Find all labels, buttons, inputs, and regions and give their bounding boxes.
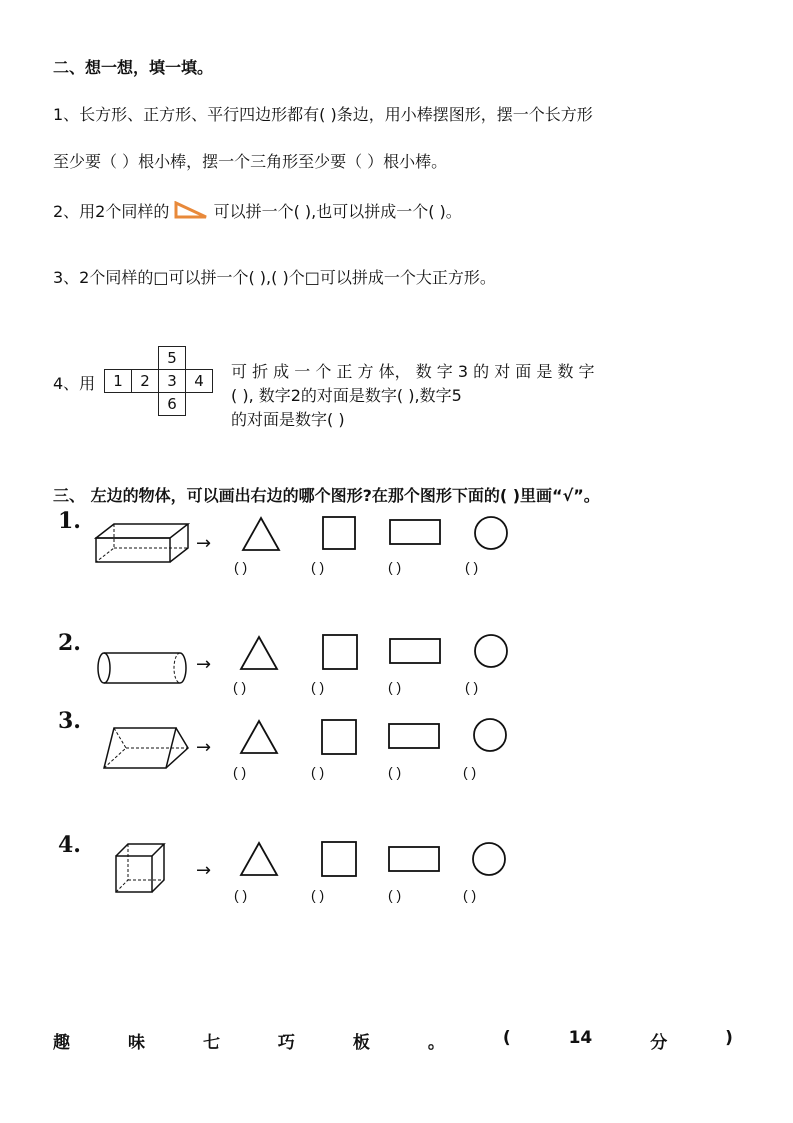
section2-heading: 二、想一想，填一填。 (53, 58, 214, 77)
item2-number: 2. (58, 630, 81, 656)
circle-shape (472, 632, 510, 670)
question3: 3、2个同样的□可以拼一个( ),( )个□可以拼成一个大正方形。 (53, 268, 496, 287)
heading-char: ( (502, 1028, 511, 1048)
answer-paren[interactable]: ( ) (465, 679, 479, 695)
triangle-shape (238, 718, 280, 756)
square-shape (321, 515, 357, 551)
triangle-shape (238, 840, 280, 878)
net-cell: 1 (105, 370, 132, 393)
item1-number: 1. (58, 508, 81, 534)
question1-line2: 至少要（ ）根小棒，摆一个三角形至少要（ ）根小棒。 (53, 152, 448, 171)
answer-paren[interactable]: ( ) (233, 679, 247, 695)
cylinder-object (96, 650, 188, 686)
heading-char: 14 (568, 1028, 593, 1048)
rectangle-shape (387, 722, 441, 750)
net-cell: 2 (132, 370, 159, 393)
answer-paren[interactable]: ( ) (311, 887, 325, 903)
item4-number: 4. (58, 832, 81, 858)
circle-shape (472, 514, 510, 552)
question4-prefix: 4、用 (53, 374, 96, 393)
arrow-icon: → (196, 737, 212, 758)
heading-char: 味 (127, 1033, 145, 1053)
heading-char: 分 (650, 1033, 668, 1053)
circle-shape (470, 840, 508, 878)
question2 (53, 201, 462, 222)
square-shape (321, 633, 359, 671)
net-cell: 3 (159, 370, 186, 393)
arrow-icon: → (196, 654, 212, 675)
triangular-prism-object (100, 722, 192, 772)
triangle-shape (240, 515, 282, 553)
heading-char: 趣 (53, 1033, 70, 1053)
answer-paren[interactable]: ( ) (388, 764, 402, 780)
heading-char: 巧 (277, 1033, 295, 1053)
answer-paren[interactable]: ( ) (311, 679, 325, 695)
question4-line2: ( ), 数字2的对面是数字( ),数字5 (231, 386, 462, 405)
rectangle-shape (388, 637, 442, 665)
net-cell: 4 (186, 370, 213, 393)
cube-object (112, 842, 168, 896)
answer-paren[interactable]: ( ) (463, 764, 477, 780)
answer-paren[interactable]: ( ) (234, 559, 248, 575)
item3-number: 3. (58, 708, 81, 734)
tangram-heading (53, 1028, 733, 1053)
rectangle-shape (387, 845, 441, 873)
square-shape (320, 718, 358, 756)
question2-prefix: 2、用2个同样的 (53, 202, 170, 221)
section3-heading: 三、 左边的物体，可以画出右边的哪个图形?在那个图形下面的( )里画“√”。 (53, 486, 600, 505)
question4-line3: 的对面是数字( ) (231, 410, 345, 429)
right-triangle-icon (174, 201, 208, 219)
cuboid-object (94, 520, 190, 566)
circle-shape (471, 716, 509, 754)
answer-paren[interactable]: ( ) (465, 559, 479, 575)
answer-paren[interactable]: ( ) (311, 764, 325, 780)
heading-char: 。 (427, 1033, 445, 1053)
question1-line1: 1、长方形、正方形、平行四边形都有( )条边，用小棒摆图形，摆一个长方形 (53, 105, 593, 124)
net-cell-bottom: 6 (159, 393, 186, 416)
arrow-icon: → (196, 860, 212, 881)
answer-paren[interactable]: ( ) (233, 764, 247, 780)
square-shape (320, 840, 358, 878)
answer-paren[interactable]: ( ) (388, 559, 402, 575)
cube-net (104, 346, 213, 416)
answer-paren[interactable]: ( ) (311, 559, 325, 575)
net-cell-top: 5 (159, 347, 186, 370)
heading-char: 七 (202, 1033, 220, 1053)
question4-line1: 可 折 成 一 个 正 方 体， 数 字 3 的 对 面 是 数 字 (231, 362, 595, 381)
answer-paren[interactable]: ( ) (463, 887, 477, 903)
triangle-shape (238, 634, 280, 672)
rectangle-shape (388, 518, 442, 546)
heading-char: ) (725, 1028, 733, 1048)
question2-suffix: 可以拼一个( ),也可以拼成一个( )。 (213, 202, 462, 221)
arrow-icon: → (196, 533, 212, 554)
answer-paren[interactable]: ( ) (388, 679, 402, 695)
heading-char: 板 (352, 1033, 370, 1053)
answer-paren[interactable]: ( ) (388, 887, 402, 903)
answer-paren[interactable]: ( ) (234, 887, 248, 903)
